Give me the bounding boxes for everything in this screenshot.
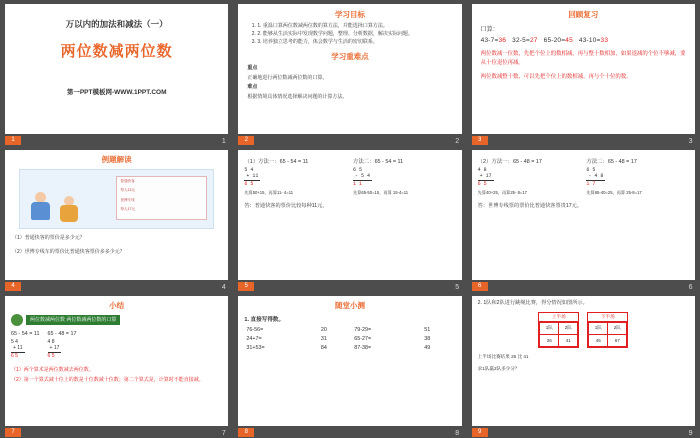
method-one-vertical <box>478 167 581 187</box>
learning-goals-list <box>257 23 452 46</box>
eq-3-expr: 65-20= <box>543 37 566 44</box>
goal-item: 3. 3. 培养独立思考的能力，体会数学与生活的密切联系。 <box>257 39 452 47</box>
method-one-label: （2）方法一：65 - 48 = 17 <box>477 159 542 165</box>
board-line: 世博专线 <box>120 197 135 202</box>
quiz-expr: 31+53= <box>246 344 265 351</box>
slide-index-badge-5: 5 <box>238 282 254 291</box>
eq-4-answer: 33 <box>600 37 609 44</box>
goal-item: 1. 1. 重温口算两位数减两位数的算方法，并能选择口算方法。 <box>257 23 452 31</box>
board-line: 普通快客 <box>120 179 135 183</box>
summary-banner <box>11 314 222 326</box>
eq-2-expr: 32-5= <box>512 37 530 44</box>
method-two-column <box>353 157 456 196</box>
slide-5-answer: 答：普通快客的票价比较每种11元。 <box>244 202 328 209</box>
vertical-result: 1 1 <box>353 180 363 187</box>
quiz-expr: 79-29= <box>354 327 372 334</box>
method-two-vertical <box>586 167 689 187</box>
table-row <box>589 322 627 334</box>
example-question-2: （2）世博专线车的票价比普通快客票价多多少元？ <box>12 248 125 255</box>
vertical-line: - 5 4 <box>355 173 371 180</box>
slide-index-badge-8: 8 <box>238 428 254 437</box>
summary-heading: 小结 <box>109 301 125 310</box>
slide-cell-4[interactable] <box>0 146 233 292</box>
quiz-answer: 84 <box>320 344 327 351</box>
figure-person-left <box>30 192 52 226</box>
method-two-column <box>586 157 689 196</box>
vertical-result: 6 5 <box>244 180 254 187</box>
example-heading: 例题解读 <box>101 155 132 164</box>
method-two-label: 方法二：65 - 54 = 11 <box>353 159 404 165</box>
method-one-label: （1）方法一：65 - 54 = 11 <box>244 159 309 165</box>
slide-3 <box>472 4 695 134</box>
slide-cell-6[interactable] <box>467 146 700 292</box>
slide-number-1: 1 <box>221 138 227 145</box>
vertical-line: - 4 8 <box>588 173 604 180</box>
slide-number-9: 9 <box>688 430 693 437</box>
table-row <box>589 334 627 346</box>
hard-label: 难点 <box>247 84 258 91</box>
review-heading: 回顾复习 <box>568 10 599 19</box>
table-cell: 41 <box>559 334 578 346</box>
slide-8 <box>238 296 461 426</box>
methods-row <box>244 157 455 196</box>
key-points-heading: 学习重难点 <box>331 52 369 62</box>
summary-rule-1: （1）两个算术是两位数减去两位数。 <box>11 366 94 373</box>
method-two-vertical <box>353 167 456 187</box>
slide-7 <box>5 296 228 426</box>
slide-cell-3[interactable] <box>467 0 700 146</box>
table-header: 2队 <box>559 322 578 334</box>
learning-goals-heading: 学习目标 <box>334 10 365 19</box>
slide-number-2: 2 <box>455 138 460 145</box>
quiz-answer: 51 <box>424 327 431 334</box>
slide-number-8: 8 <box>455 430 460 437</box>
vertical-line: + 11 <box>13 345 23 352</box>
vertical-line: 4 8 <box>47 339 55 345</box>
summary-equation-2-block <box>48 331 77 359</box>
slide-6-answer: 答：世博专线票的票价比普通快客票贵17元。 <box>477 202 582 209</box>
summary-banner-text: 两位数减两位数 两位数减两位数的口算 <box>26 315 120 326</box>
quiz-answer: 31 <box>320 336 327 343</box>
person-body-icon <box>31 202 50 220</box>
table-header: 1队 <box>540 322 559 334</box>
slide-cell-9[interactable] <box>467 292 700 438</box>
table-caption: 下半场 <box>588 313 627 322</box>
quiz-expr: 76-56= <box>246 327 264 334</box>
slide-9 <box>472 296 695 426</box>
quiz-expr: 87-38= <box>354 344 372 351</box>
slide-number-6: 6 <box>688 284 693 291</box>
board-line: 每人13元 <box>120 188 136 193</box>
quiz-question-2: 2. 1队和2队进行跳绳比赛，得分情况如图所示。 <box>477 300 588 306</box>
quiz-solution-line-2: 求1队赢2队多少分？ <box>477 366 520 372</box>
vertical-result: 1 7 <box>586 180 596 187</box>
slide-1-title: 两位数减两位数 <box>60 43 173 60</box>
slide-index-badge-4: 4 <box>5 282 21 291</box>
slide-cell-2[interactable] <box>233 0 466 146</box>
price-board <box>116 176 207 220</box>
method-one-column <box>244 157 347 196</box>
vertical-line: + 11 <box>246 173 259 180</box>
eq-2-answer: 27 <box>529 37 538 44</box>
vertical-result: 6 5 <box>47 352 55 359</box>
table-row <box>540 322 578 334</box>
slide-number-3: 3 <box>688 138 693 145</box>
vertical-line: 5 4 <box>11 339 18 345</box>
slide-1 <box>5 4 228 134</box>
slide-index-badge-9: 9 <box>472 428 488 437</box>
slide-number-7: 7 <box>221 430 227 437</box>
table-cell: 45 <box>589 334 608 346</box>
badge-icon <box>11 314 23 326</box>
goal-item: 2. 2. 能够从生活实际中发现数学问题，整理、分析数据，解决实际问题。 <box>257 31 452 39</box>
summary-equation-2: 65 - 48 = 17 <box>47 331 77 337</box>
slide-1-footer: 第一PPT模板网-WWW.1PPT.COM <box>66 89 167 96</box>
table-row <box>244 344 455 353</box>
table-row <box>244 326 455 335</box>
table-cell: 67 <box>608 334 627 346</box>
table-row <box>540 334 578 346</box>
vertical-result: 6 5 <box>477 180 487 187</box>
quiz-expr: 24+7= <box>246 336 262 343</box>
quiz-question-1: 1. 直接写得数。 <box>244 317 285 323</box>
eq-4-expr: 43-10= <box>578 37 601 44</box>
slide-cell-1[interactable] <box>0 0 233 146</box>
example-question-1: （1）普通快客的票价是多少元？ <box>12 235 85 241</box>
slide-5 <box>238 150 461 280</box>
figure-person-right <box>60 196 80 226</box>
method-two-label: 方法二：65 - 48 = 17 <box>586 159 637 165</box>
summary-rule-2: （2）第一个算式减十位上的数是十位数减十位数；第二个算式是，计算时不能直接减。 <box>11 377 204 384</box>
table-caption: 上半场 <box>539 313 578 322</box>
method-two-note: 先算65-40=25，再算 25-8=17 <box>586 189 642 195</box>
vertical-line: 4 8 <box>477 167 487 173</box>
quiz-heading: 随堂小测 <box>334 301 365 310</box>
slide-index-badge-6: 6 <box>472 282 488 291</box>
vertical-line: + 17 <box>49 345 60 352</box>
quiz-answer: 38 <box>424 336 431 343</box>
vertical-result: 6 5 <box>11 352 18 359</box>
score-table-second-half <box>587 312 628 348</box>
eq-1-answer: 36 <box>498 37 507 44</box>
slide-number-4: 4 <box>221 284 227 291</box>
table-cell: 26 <box>540 334 559 346</box>
quiz-solution-line-1: 上半场比赛结果 26 比 41 <box>477 353 529 359</box>
slide-4 <box>5 150 228 280</box>
review-paragraph-1: 两位数减一位数，先把个位上的数相减，再与整十数相加，如果退减的个位不够减，要从十位退位再减。 <box>480 51 686 66</box>
method-one-note: 先算50+15，再算11- 4=11 <box>244 189 294 195</box>
summary-vertical-1 <box>11 339 40 359</box>
table-header: 2队 <box>608 322 627 334</box>
quiz-answer: 20 <box>320 327 327 334</box>
review-paragraph-2: 两位数减整十数，可以先把个位上的数相减，再与个十位的数。 <box>480 74 632 81</box>
score-table-first-half <box>538 312 579 348</box>
slide-6 <box>472 150 695 280</box>
slide-index-badge-7: 7 <box>5 428 21 437</box>
methods-row <box>478 157 689 196</box>
quiz-expr: 65-27= <box>354 336 372 343</box>
vertical-line: 6 5 <box>586 167 596 173</box>
summary-equation-1-block <box>11 331 40 359</box>
example-illustration <box>19 169 214 229</box>
score-tables <box>478 312 689 348</box>
quiz-answers-table <box>244 326 455 352</box>
summary-equation-1: 65 - 54 = 11 <box>11 331 40 337</box>
slide-cell-7[interactable] <box>0 292 233 438</box>
method-one-column <box>478 157 581 196</box>
method-one-vertical <box>244 167 347 187</box>
review-equations <box>481 37 686 44</box>
quiz-answer: 49 <box>424 344 431 351</box>
slide-index-badge-3: 3 <box>472 136 488 145</box>
board-line: 每人17元 <box>120 207 136 212</box>
hard-text: 根据情境具体情况选择解决问题的计算方法。 <box>247 93 348 100</box>
slide-index-badge-1: 1 <box>5 136 21 145</box>
method-one-note: 先算40+25，再算25- 8=17 <box>477 189 528 195</box>
method-two-note: 先算65-50=15，再算 15-4=11 <box>353 189 409 195</box>
person-body-icon <box>60 205 78 222</box>
table-row <box>244 335 455 344</box>
slide-index-badge-2: 2 <box>238 136 254 145</box>
slide-1-subtitle: 万以内的加法和减法（一） <box>65 19 168 29</box>
table-header: 1队 <box>589 322 608 334</box>
oral-calc-label: 口算： <box>480 27 499 33</box>
slide-cell-8[interactable] <box>233 292 466 438</box>
slide-2 <box>238 4 461 134</box>
slide-cell-5[interactable] <box>233 146 466 292</box>
summary-vertical-2 <box>48 339 77 359</box>
vertical-line: 5 4 <box>244 167 254 173</box>
slide-number-5: 5 <box>455 284 460 291</box>
key-text: 正确地进行两位数减两位数的口算。 <box>247 74 328 81</box>
summary-equations <box>11 331 222 359</box>
vertical-line: + 17 <box>479 173 492 180</box>
key-label: 重点 <box>247 65 258 72</box>
eq-1-expr: 43-7= <box>480 37 499 44</box>
vertical-line: 6 5 <box>353 167 363 173</box>
eq-3-answer: 45 <box>565 37 573 44</box>
